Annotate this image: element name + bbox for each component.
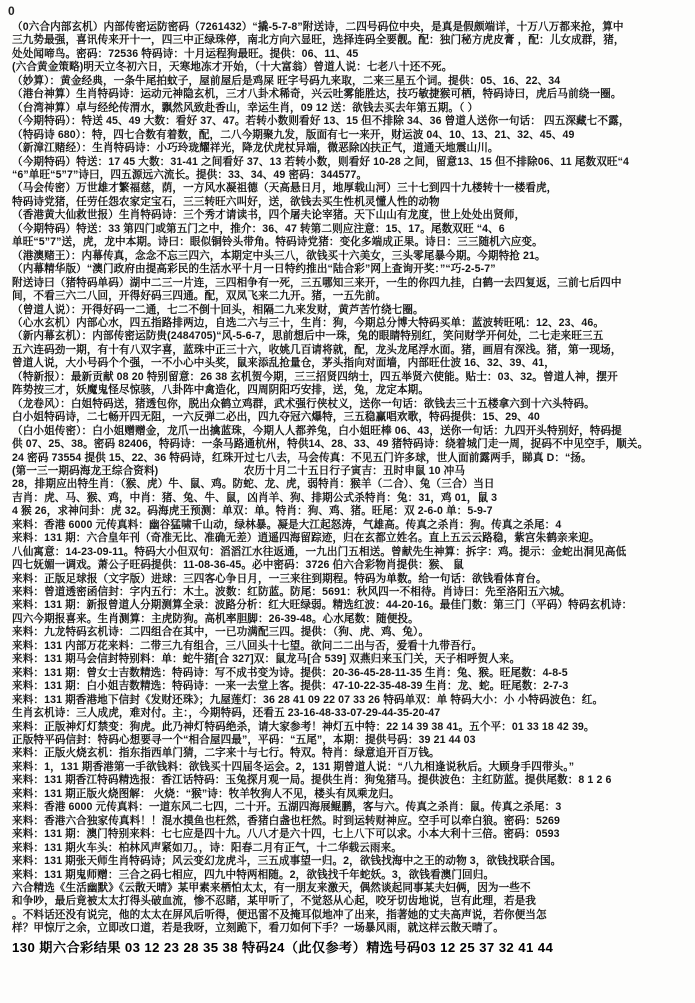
text-line: （妙算）：黄金经典，一条牛尾拍蚊子，屋前屋后是鸡屎 旺字号码九来取，二来三星五个词。提供：05、16、22、34: [12, 74, 561, 87]
text-line: 曾道人说，大小号码个个强，一不小心中头奖，鼠来添乱抢量仓，茅头指向对面墙，内部旺仕波 16、32、39、41，: [12, 357, 555, 370]
text-line: 白小姐特码诗，二七畅开四无阻，一六反弹二必出，四九夺冠六爆特，三五稳赢唱欢歌，特码提供：15、29、40: [12, 411, 540, 424]
text-line: 来料：131 期香江特码精选报：香江话特码：玉兔探月观一局。提供生肖：狗兔猪马。提供波色：主红防蓝。提供尾数：8 1 2 6: [12, 774, 612, 787]
text-line: 来料：曾道透密函信封：字内五行：木土。波数：红防蓝。防尾：5691：秋风四一不相待。肖诗曰：先至洛阳五六城。: [12, 586, 571, 599]
text-line: 供 07、25、38。密码 82406，特码诗：一条马路通杭州，特供14、28、33、49 猪特码诗：绕着城门走一周，捉码不中见空手，顺关。: [12, 438, 649, 451]
text-line: 间，不看三六二八回，开得好码三四通。配，双凤飞来二九开。猪，一五先前。: [12, 290, 387, 303]
text-line: (第一三一期码海龙王综合资料) 农历十月二十五日行子寅吉：丑时申鼠 10 冲马: [12, 464, 466, 477]
text-line: 四六今期报喜来。生肖测算：主虎防狗。高机率胆脚：26-39-48。心水尾数：随便投。: [12, 612, 419, 625]
text-line: 来料：正版火烧玄机：指东指西单门猜，二字来十与七行。特双。特肖：绿意追开百万钱。: [12, 747, 440, 760]
text-line: （今期特码）：特送 45、49 大数：看好 37、47。若转小数则看好 13、15 但不排除 34、36 曾道人送你一句话： 四五深藏七不露，: [12, 115, 630, 128]
text-line: 来料：正版足球报（文字版）进球：三四客心争日月，一三来往到期程。特码为单数。给一句话：欲钱看体育台。: [12, 572, 547, 585]
text-line: 六合精选《生活幽默》《云散天晴》某甲素来栖怕太太，有一朋友来激天，偶然谈起同事某夫妇俩，因为一些不: [12, 882, 531, 894]
text-line: “6”单旺“5”7”诗曰，四五源远六流长。提供：33、34、49 密码：344577。: [12, 168, 368, 181]
text-line: 来料：131 期：白小姐吉数精选：特码诗：一来一去堂上客。提供：47-10-22-35-48-39 生肖：龙、蛇。旺尾数：2-7-3: [12, 680, 569, 693]
previous-results-line: 130 期六合彩结果 03 12 23 28 35 38 特码24（此仅参考）精选号码03 12 25 37 32 41 44: [12, 939, 554, 955]
text-line: 来料：正版神灯灯禁变：狗虎。此乃神灯特码绝杀，请大家参考！神灯五中特：22 14 39 38 41。五个平：01 33 18 42 39。: [12, 720, 595, 733]
text-line: 来料：131 期香港地下信封《发财还珠》；九屋莲灯：36 28 41 09 22 07 33 26 特码单双：单 特码大小：小 小特码波色：红。: [12, 693, 604, 706]
tip-sheet-text-block: [12, 21, 687, 956]
text-line: 28，排期应出特生肖：（猴、虎）牛、鼠、鸡。防蛇、龙、虎，弱特肖：猴羊（二合）、兔（三合）当日: [12, 478, 495, 491]
text-line: 正版特平码信封：特码心想要寻一个“相合屋四最”，平码：“五尾”，本期：提供号码：39 21 44 03: [12, 734, 476, 747]
text-line: (六合黄金策略)明天立冬初六日，天寒地冻才开始，（十大富翁）曾道人说：七老八十还不死。: [12, 61, 453, 74]
text-line: 来料：131 期：曾女士吉数精选：特码诗：写不成书变为诗。提供：20-36-45-28-11-35 生肖：兔、猴。旺尾数：4-8-5: [12, 666, 568, 679]
text-line: （港台神算）生肖特码诗：运动元神隐玄机，三才八卦术稀奇，兴云吐雾能胜达，技巧敏捷猴可栖，特码诗曰，虎后马前绕一圈。: [12, 88, 622, 101]
text-line: 4 猴 26，求神问卦：虎 32。码海虎王预测：单双：单。特肖：狗、鸡、猪。旺尾：双 2-6-0 单：5-9-7: [12, 505, 493, 518]
page-corner-mark: 0: [8, 4, 15, 18]
text-line: （心水玄机）内部心水，四五指路排两边，自选二六与三十，生肖：狗，今期总分博大特码买单：蓝波转旺吼：12、23、46。: [12, 316, 605, 329]
text-line: 来料：九龙特码玄机诗：二四组合在其中，一已功满配三四。提供：（狗、虎、鸡、兔）。: [12, 626, 430, 639]
text-line: 特码诗党猪，任劳任怨农家定宝石，三三转旺六叫好，送，欲钱去买生性机灵懂人性的动物: [12, 195, 440, 208]
text-line: 来料：131 期：六合皇年刊（奇准无比、准确无差）逍遥四海留踪迹，归在玄都立姓名。直上五云云路稳，紫宫朱鹤亲来迎。: [12, 532, 600, 545]
text-line: （新内幕玄机）：内部传密运防贵(2484705)“风-5-6-7，思前想后中一珠，兔的眼睛特别红，笑问财学开何处，二七走来旺三五: [12, 330, 604, 343]
text-line: 单旺“5”7”送，虎，龙中本期。诗曰：眼似铜铃头带角。特码诗党猪：变化多端成正果。诗日：三三随机六应变。: [12, 236, 543, 249]
text-line: 四七妩媚一调戏。萧公子旺码提供：11-08-36-45。必中密码：3726 伯六合彩物肖提供：猴、 鼠: [12, 559, 464, 572]
text-line: 五六连码劲一期，有十有八双字喜，蓝珠中正三十六，收姚几百请将就，配，龙头龙尾浮水面。猪，画眉有深浅。猪，第一现场，: [12, 343, 622, 356]
text-line: 和争吵，最后竟被太太打得头破血流，惨不忍睹，某甲听了，不觉怒从心起，咬牙切齿地说，岂有此理，若是我: [12, 895, 536, 908]
text-line: 来料：131 期：新报曾道人分期测算全录：波路分析：红大旺绿弱。精选红波：44-20-16。最佳门数：第三门（平码）特码玄机诗：: [12, 599, 633, 612]
text-line: （台湾神算）卓与经纶传渭水，飘然风致赴香山，幸运生肖，09 12 送：欲钱去买去年第五期。（ ）: [12, 101, 479, 114]
text-line: （特新报）：最新贡献 08 20 特别留意：26 38 玄机贺今期，三三招贤四纳士，四五举贤六使能。贴士：03、32。曾道人神，摆开: [12, 370, 618, 383]
text-line: 来料：1，131 期香港第一手欲钱料：欲钱买十四届冬运会。2，131 期曾道人说：“八九相逢说秋后。大顾身手四带头。”: [12, 760, 575, 773]
text-line: （内幕精华版）“澳门政府由提高彩民的生活水平十月一日特约推出“陆合彩”网上查询开奖：”“巧-2-5-7”: [12, 263, 496, 276]
text-line: （香港黄大仙救世报）生肖特码诗：三个秀才请读书，四个屠夫论宰猪。天下山山有龙度，世上处处出贤师，: [12, 209, 526, 222]
text-line: 来料：131 期火车头：柏林风声紧如刀。，诗：阳春二月有正气，十二华载云雨来。: [12, 841, 402, 854]
text-line: 来料：131 期张天师生肖特码诗；风云变幻龙虎斗，三五成事望一归。2，欲钱找海中之王的动物 3，欲钱找联合国。: [12, 855, 562, 868]
text-line: 来料：131 内部万花来料：二带三九有组合，三八回头十七望。欲问二二出与否，爱看十九带吾行。: [12, 639, 483, 652]
text-line: 三九势最强，喜讯传来开十一，四三中正绿珠停，南北方向六显旺，选择连码全要靓。配：独门秘方虎皮膏 ，配：儿女成群，猪，: [12, 34, 625, 47]
text-line: （曾道人说）：开得好码一二通，七二不倒十回头，相隔二九来发财，黄芦苦竹绕七圈。: [12, 303, 424, 316]
text-line: 来料：131 期马会信封特别料：单：蛇牛猪[合 327]双：鼠龙马[合 539] 双燕归来玉门关，天子相呼贺人来。: [12, 653, 521, 666]
text-line: （今期特码）特送：17 45 大数：31-41 之间看好 37、13 若转小数，则看好 10-28 之间，留意13、15 但不排除06、11 尾数双旺“4: [12, 155, 629, 168]
text-line: （港澳赌王）：内幕传真，念念不忘三四六，本期定中头三八，欲钱买十六美女，三头零尾暴今期。今期特抢 21。: [12, 249, 546, 262]
text-line: 来料：香港 6000 元传真料：幽谷猛啸千山动，绿林暴。凝是大江起怒涛，气雄高。传真之杀肖：狗。传真之杀尾：4: [12, 518, 562, 531]
text-line: 来料：131 期：澳门特别来料：七七应是四十九。八八才是六十四，七上八下可以求。小本大利十三倍。密码：0593: [12, 828, 560, 841]
text-line: 24 密码 73554 提供 15、22、36 特码诗，红珠开过七八去，马会传真：不见五门许多球，世人面前露两手，睇真 D：“扬。: [12, 451, 592, 464]
text-line: （马会传密）万世雄才繁福慈，荫，一方风水凝祖德（天高悬日月，地厚载山河）三十七到四十九楼转十一楼看虎，: [12, 182, 558, 195]
text-line: 处处闻啼鸟。密码：72536 特码诗：十月运程狗最旺。提供：06、11、45: [12, 47, 359, 60]
text-line: 附送诗曰（猪特码单码）湖中二三一片连，三四相争有一死，三五哪知三来开，一生的你四九挂，白鹤一去四复返，三前七后四中: [12, 276, 622, 289]
text-line: 样？甲惊厅之余，立即改口道，若是我呀，立刻跪下，看刀如何下手？一场暴风雨，就这样云散天晴了。: [12, 922, 504, 935]
text-line: 。不料话还没有说完，他的太太在屏风后听得，便迅雷不及掩耳似地冲了出来，指著她的丈夫高声说，若你便当怎: [12, 908, 547, 921]
text-line: 来料：香港 6000 元传真料：一道东风二七四，二十开。五湖四海展鲲鹏，客与六。传真之杀肖：鼠。传真之杀尾：3: [12, 801, 562, 814]
text-line: （特码诗 680）：特，四七合数有着数，配，二八今期聚九发，版面有七一来开，财运波 04、10、13、21、32、45、49: [12, 128, 575, 141]
text-line: （白小姐传密）：白小姐赠赠金，龙爪一出擒蓝珠，今期人人都养兔，白小姐旺棒 06、43，送你一句话：九四开头特别好，特码提: [12, 424, 622, 437]
text-line: （0六合内部玄机）内部传密运防密码（7261432）“撬-5-7-8”附送诗，二四号码位中央，是真是假颇端详，十万八万都来抢，算中: [12, 21, 624, 33]
text-line: 来料：香港六合独家传真料！！混水摸鱼也枉然，香猪白盏也枉然。时到运转财神应。空手可以牵白狼。密码：5269: [12, 814, 560, 827]
text-line: 吉肖：虎、马、猴、鸡，中肖：猪、兔、牛、鼠，凶肖羊、狗、排期公式杀特肖：兔：31，鸡 01，鼠 3: [12, 491, 498, 504]
text-line: 来料：131 期鬼师赠：三合之码七相应，四九中特两相随。2，欲钱找千年蛇妖。3，欲钱看澳门回归。: [12, 868, 495, 881]
text-line: 八仙寓意：14-23-09-11。特码大小但双句：滔滔江水往返通，一九出门五相送。曾献先生神算：拆字：鸡。提示：金蛇出洞见高低: [12, 545, 627, 558]
text-line: 阵势按三才，妖魔鬼怪尽惊骇，八卦阵中禽造化，四周阴阳巧安排，送，兔，龙定本期。: [12, 384, 430, 397]
text-line: （新漳江赌经）：生肖特码诗：小巧玲珑耀祥光，降龙伏虎杖异端，微恶除凶扶正气，道通天地震山川。: [12, 142, 499, 155]
text-line: （今期特码）特送：33 第四门或第五门之中，推介：36、47 转第二则应注意：15、17。尾数双旺 “4、6: [12, 222, 505, 235]
text-line: 生肖玄机诗：三人成虎，难对付。主：，今期特码，还看五 23-16-48-33-07-29-44-35-20-47: [12, 707, 441, 720]
text-line: （龙卷风）：白姐特码送，猪透包你，脱出众鹤立鸡群，武术强行侠杖义，送你一句话：欲钱去三十五楼拿六到十六头特码。: [12, 397, 595, 410]
text-line: 来料：131 期正版火烧图解： 火烧：“猴”诗：牧羊牧狗人不见，楼头有凤乘龙归。: [12, 787, 400, 800]
